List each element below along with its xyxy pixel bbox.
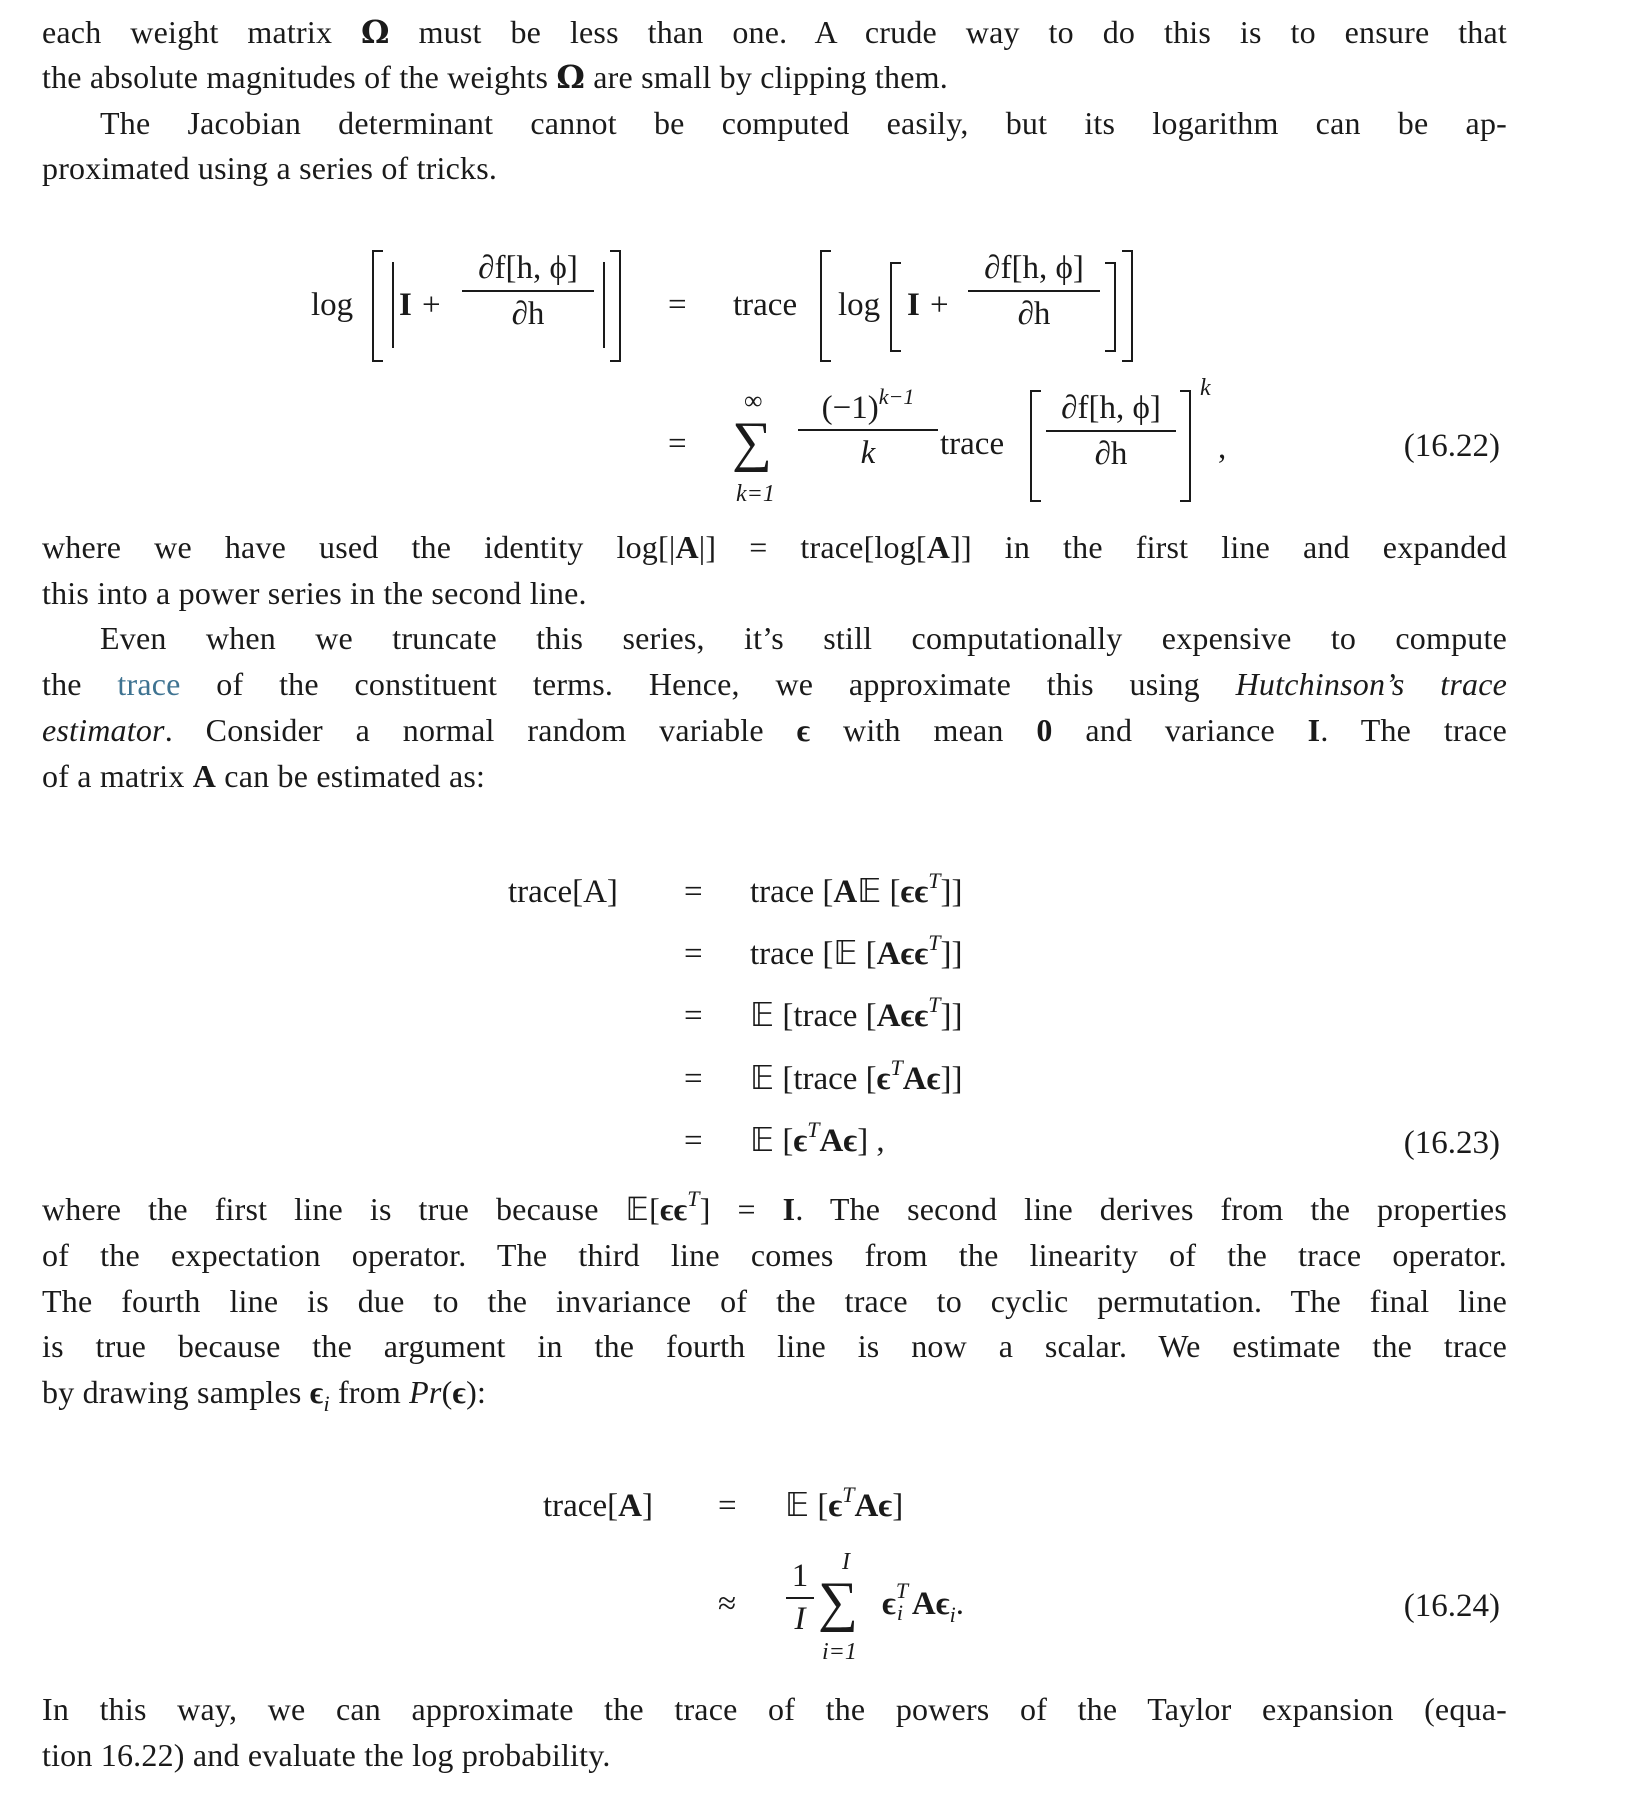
left-bracket xyxy=(820,250,831,362)
fraction-denominator: ∂h xyxy=(968,290,1100,331)
text-line: this into a power series in the second line. xyxy=(42,575,587,611)
math-trace: trace xyxy=(733,287,798,323)
exponent: k−1 xyxy=(878,384,915,409)
text-line: the trace of the constituent terms. Hence, we approximate this using Hutchinson’s trace xyxy=(42,666,1507,702)
equation-lhs: trace[A] xyxy=(508,874,618,910)
equals-sign: = xyxy=(684,1061,703,1097)
right-bracket xyxy=(1180,390,1191,502)
equation-rhs: trace [A𝔼 $[\epsilon\epsilon^T]$] xyxy=(750,868,963,910)
text-line: estimator. Consider a normal random variable ϵ with mean 0 and variance I. The trace xyxy=(42,712,1507,748)
math-identity: I xyxy=(399,287,412,323)
sum-lower-limit: k=1 xyxy=(736,481,775,507)
fraction-denominator: ∂h xyxy=(1046,430,1176,471)
math-plus: + xyxy=(930,287,949,323)
math-identity: I xyxy=(907,287,920,323)
comma: , xyxy=(1218,430,1227,466)
text-line: is true because the argument in the fourth line is now a scalar. We estimate the trace xyxy=(42,1328,1507,1364)
text-line: proximated using a series of tricks. xyxy=(42,150,498,186)
equation-rhs: trace [𝔼 [Aϵϵ$^T$]] xyxy=(750,930,963,972)
fraction xyxy=(462,252,594,331)
abs-bar xyxy=(603,262,605,348)
math-plus: + xyxy=(422,287,441,323)
equation-lhs: trace[A] xyxy=(543,1488,653,1524)
coefficient-fraction xyxy=(798,384,938,471)
text-line: of the expectation operator. The third line comes from the linearity of the trace operator. xyxy=(42,1237,1507,1273)
fraction-denominator: k xyxy=(798,429,938,470)
right-bracket xyxy=(1122,250,1133,362)
equals-sign: = xyxy=(718,1488,737,1524)
fraction-denominator: I xyxy=(786,1597,814,1636)
fraction-numerator: ∂f[h, ϕ] xyxy=(478,250,578,286)
abs-bar xyxy=(392,262,394,348)
equals-sign: = xyxy=(684,998,703,1034)
text-line: where we have used the identity log[|A|] = trace[log[A]] in the first line and expanded xyxy=(42,529,1508,565)
text-line: of a matrix A can be estimated as: xyxy=(42,758,486,794)
equals-sign: = xyxy=(684,1123,703,1159)
sum-upper-limit: I xyxy=(842,1549,850,1575)
equation-number: (16.22) xyxy=(1403,428,1500,464)
equation-rhs: 𝔼 $[\epsilon^TA\epsilon]$ xyxy=(785,1482,904,1524)
math-log: log xyxy=(838,287,881,323)
fraction-numerator: $(-1)^{k-1}$ xyxy=(821,384,915,426)
sum-upper-limit: ∞ xyxy=(744,386,763,415)
fraction xyxy=(1046,392,1176,471)
equation-number: (16.23) xyxy=(1403,1125,1500,1161)
sum-term: ϵ T i $A\epsilon_i$. xyxy=(882,1578,964,1627)
text-line: The Jacobian determinant cannot be computed easily, but its logarithm can be ap- xyxy=(100,105,1507,141)
text-line: tion 16.22) and evaluate the log probability. xyxy=(42,1737,611,1773)
left-bracket xyxy=(1030,390,1041,502)
fraction-denominator: ∂h xyxy=(462,290,594,331)
power-exponent: k xyxy=(1200,375,1211,401)
right-bracket xyxy=(1105,262,1116,352)
left-bracket xyxy=(890,262,901,352)
equation-rhs: 𝔼 [trace [Aϵϵ$^T$]] xyxy=(750,992,963,1034)
approx-sign: ≈ xyxy=(718,1586,737,1622)
text-line: The fourth line is due to the invariance of the trace to cyclic permutation. The final line xyxy=(42,1283,1507,1319)
omega-symbol: Ω xyxy=(361,13,390,51)
fraction-numerator: 1 xyxy=(791,1558,809,1594)
equals-sign: = xyxy=(668,287,687,323)
omega-symbol: Ω xyxy=(556,58,586,96)
math-log: log xyxy=(311,287,354,323)
fraction-numerator: ∂f[h, ϕ] xyxy=(1061,390,1161,426)
trace-link[interactable]: trace xyxy=(117,666,181,702)
text-line: by drawing samples $\epsilon_i$ from Pr(ϵ): xyxy=(42,1374,487,1416)
fraction xyxy=(786,1560,814,1636)
right-bracket xyxy=(610,250,621,362)
math-trace: trace xyxy=(940,426,1005,462)
sum-lower-limit: i=1 xyxy=(822,1639,857,1665)
equation-rhs: 𝔼 $[\epsilon^TA\epsilon]$ , xyxy=(750,1117,885,1159)
left-bracket xyxy=(372,250,383,362)
sum-symbol: ∑ xyxy=(732,411,772,473)
equals-sign: = xyxy=(684,936,703,972)
equals-sign: = xyxy=(668,426,687,462)
equation-rhs: 𝔼 [trace $[\epsilon^TA\epsilon]$] xyxy=(750,1055,963,1097)
text-line: each weight matrix Ω must be less than one. A crude way to do this is to ensure that xyxy=(42,13,1507,51)
text-line: where the first line is true because $𝔼[\epsilon\epsilon^T] = I$. The second line derives from the properties xyxy=(42,1186,1507,1227)
text-line: In this way, we can approximate the trace of the powers of the Taylor expansion (equa- xyxy=(42,1691,1507,1727)
equals-sign: = xyxy=(684,874,703,910)
text-line: Even when we truncate this series, it’s still computationally expensive to compute xyxy=(100,620,1507,656)
sum-symbol: ∑ xyxy=(818,1571,858,1633)
text-line: the absolute magnitudes of the weights Ω are small by clipping them. xyxy=(42,58,948,96)
fraction-numerator: ∂f[h, ϕ] xyxy=(984,250,1084,286)
equation-number: (16.24) xyxy=(1403,1588,1500,1624)
fraction xyxy=(968,252,1100,331)
